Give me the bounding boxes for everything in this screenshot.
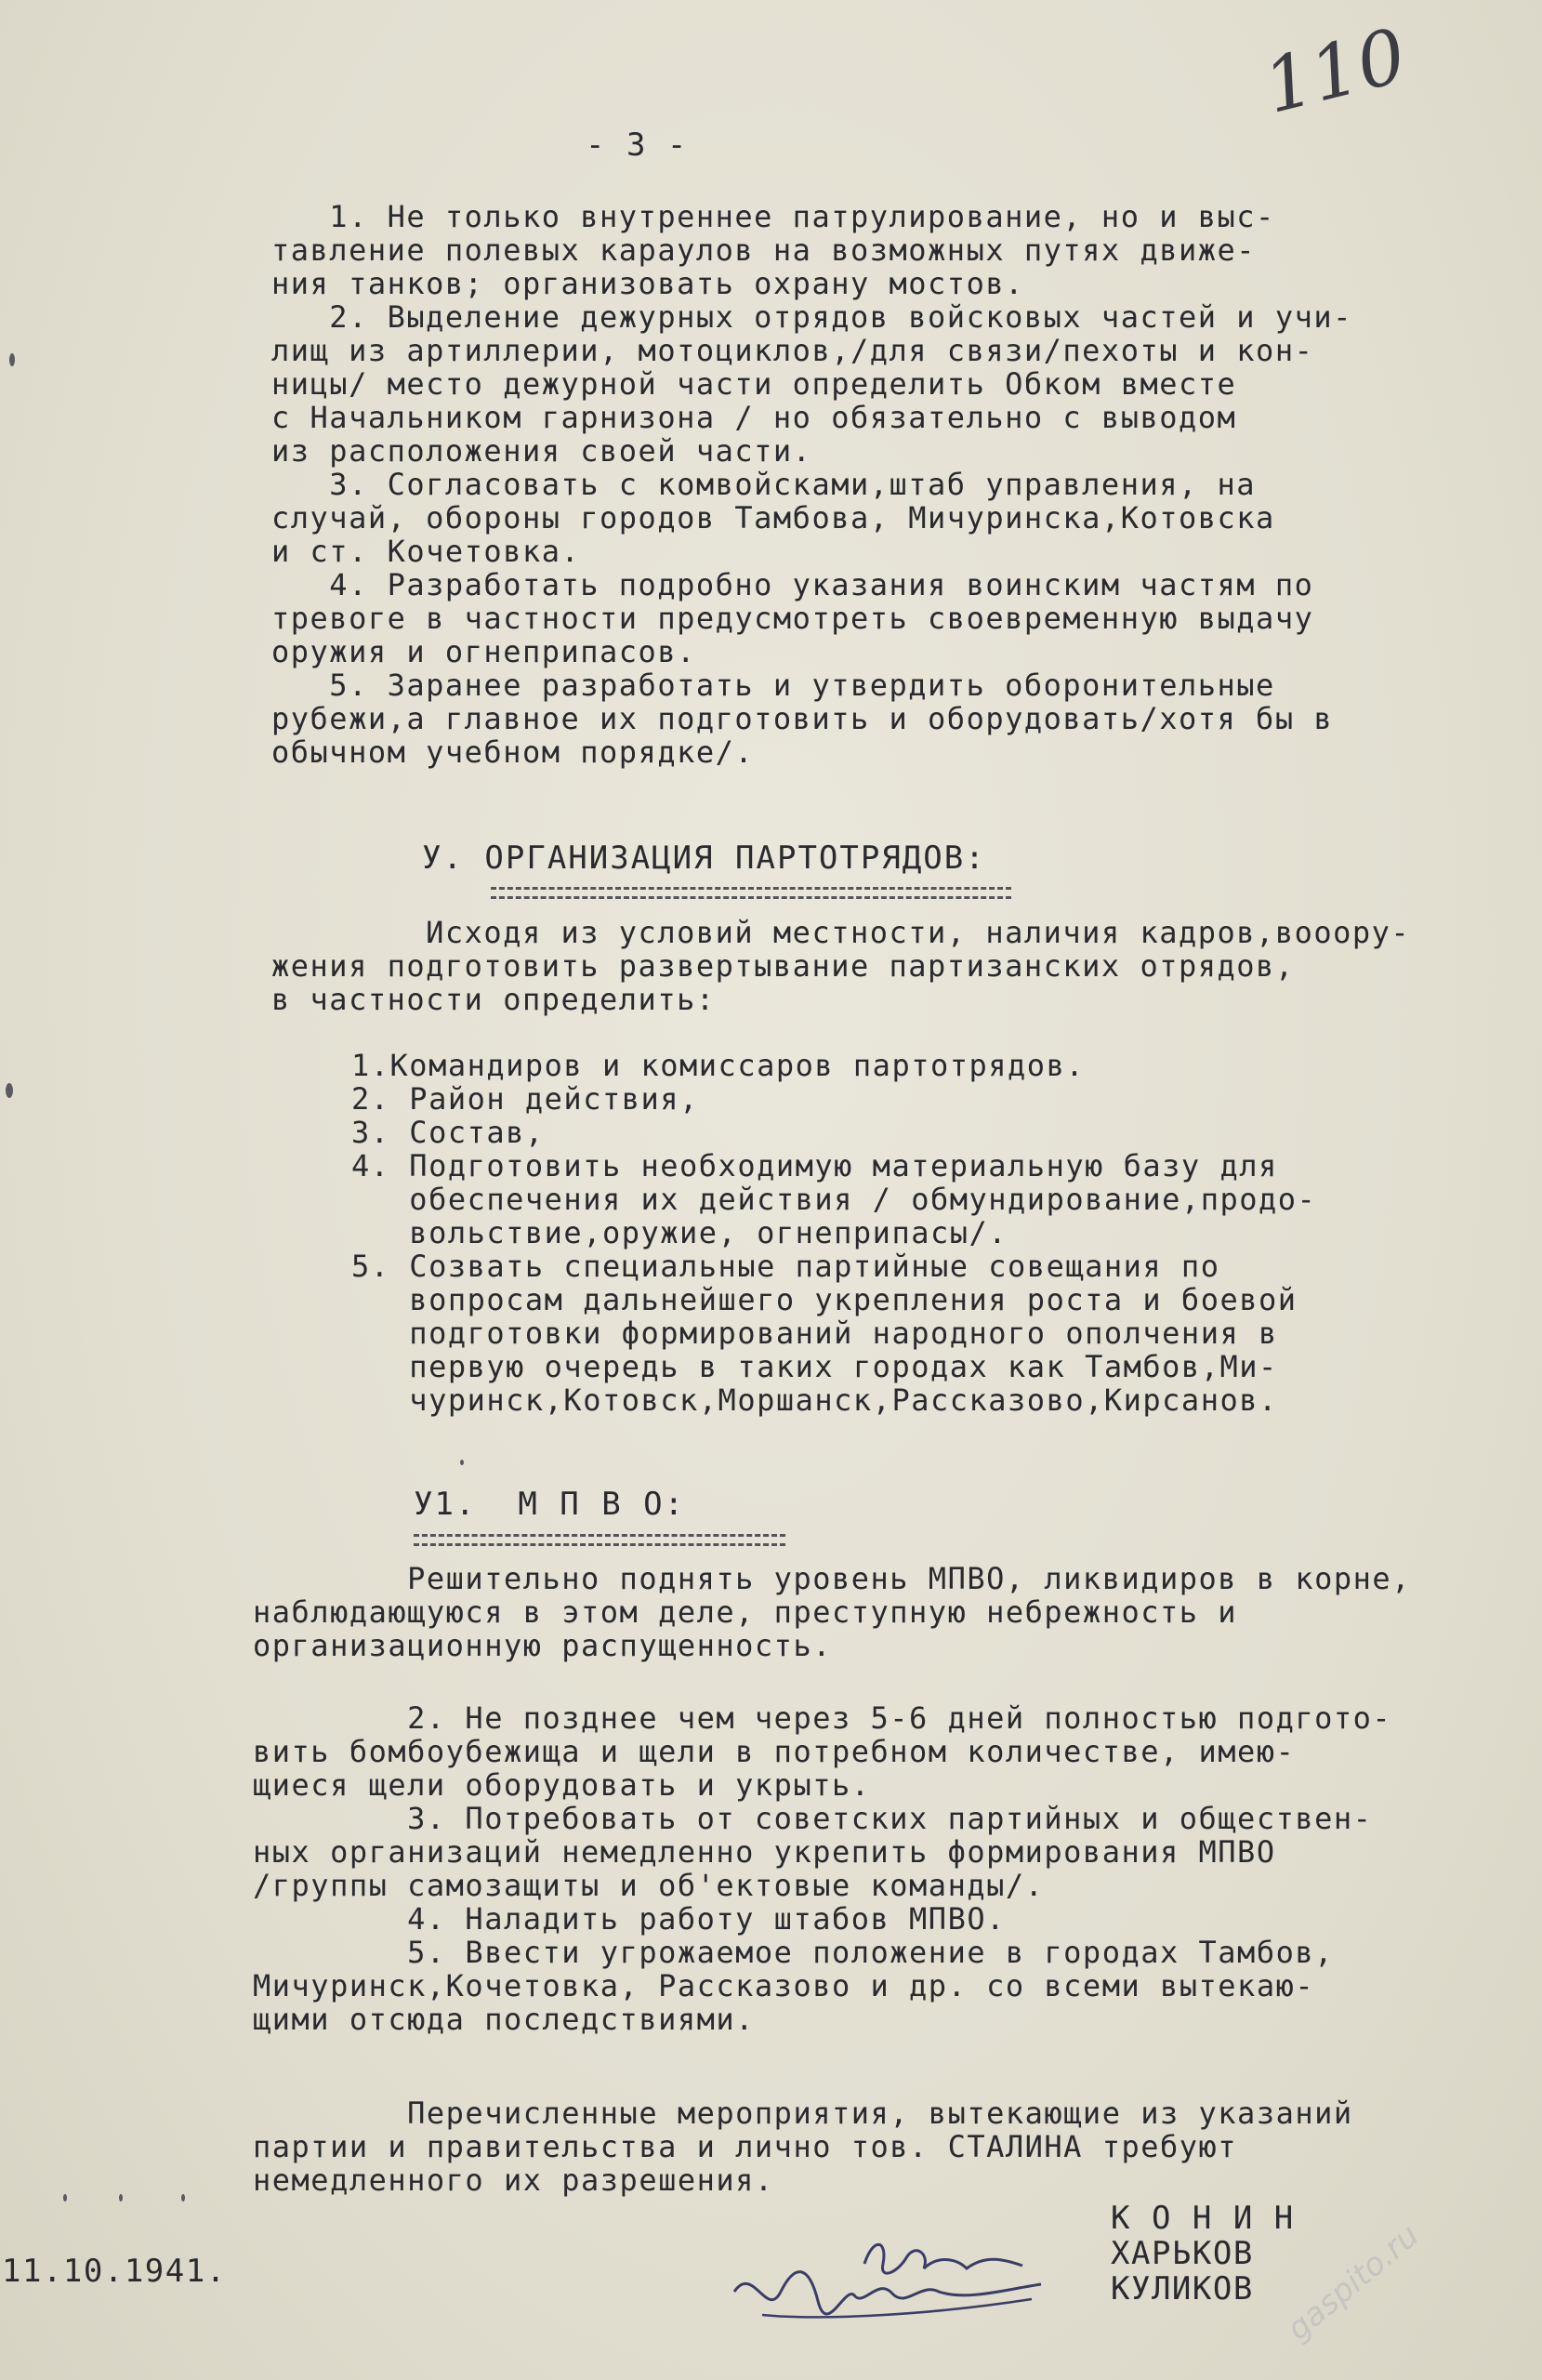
text-line: вольствие,оружие, огнеприпасы/. xyxy=(351,1215,1008,1250)
text-line: тавление полевых караулов на возможных путях движе- xyxy=(271,232,1257,268)
closing-paragraph xyxy=(253,2096,1353,2197)
paper-speck xyxy=(9,353,15,366)
text-line: из расположения своей части. xyxy=(271,433,812,469)
text-line: обеспечения их действия / обмундирование,продо- xyxy=(351,1182,1317,1217)
document-date: 11.10.1941. xyxy=(2,2253,227,2290)
text-line: подготовки формирований народного ополчения в xyxy=(351,1316,1278,1351)
paper-speck xyxy=(63,2194,67,2202)
text-line: чуринск,Котовск,Моршанск,Рассказово,Кирсанов. xyxy=(351,1382,1278,1418)
text-line: 2. Выделение дежурных отрядов войсковых частей и учи- xyxy=(271,299,1352,335)
text-line: ных организаций немедленно укрепить формирования МПВО xyxy=(253,1834,1276,1870)
section-5-heading: У. ОРГАНИЗАЦИЯ ПАРТОТРЯДОВ: xyxy=(422,840,986,877)
section-6-heading-underline xyxy=(414,1534,785,1537)
signatory-1: К О Н И Н xyxy=(1111,2200,1295,2237)
text-line: 3. Потребовать от советских партийных и обществен- xyxy=(253,1801,1373,1836)
text-line: Перечисленные мероприятия, вытекающие из указаний xyxy=(253,2096,1353,2131)
text-line: 1. Не только внутреннее патрулирование, но и выс- xyxy=(271,199,1275,234)
section-5-heading-underline-2 xyxy=(491,896,1011,899)
text-line: в частности определить: xyxy=(271,982,716,1017)
text-line: вопросам дальнейшего укрепления роста и боевой xyxy=(351,1282,1298,1317)
text-line: организационную распущенность. xyxy=(253,1628,832,1663)
paper-speck xyxy=(181,2194,185,2202)
text-line: Решительно поднять уровень МПВО, ликвидиров в корне, xyxy=(253,1561,1411,1596)
text-line: и ст. Кочетовка. xyxy=(271,534,581,569)
signatory-2: ХАРЬКОВ xyxy=(1111,2235,1254,2272)
text-line: ния танков; организовать охрану мостов. xyxy=(271,266,1024,301)
text-line: щиеся щели оборудовать и укрыть. xyxy=(253,1767,871,1803)
text-line: тревоге в частности предусмотреть своевременную выдачу xyxy=(271,601,1314,636)
text-line: 3. Состав, xyxy=(351,1115,545,1150)
text-line: с Начальником гарнизона / но обязательно с выводом xyxy=(271,400,1237,435)
text-line: лищ из артиллерии, мотоциклов,/для связи/пехоты и кон- xyxy=(271,333,1314,368)
text-line: вить бомбоубежища и щели в потребном количестве, имею- xyxy=(253,1734,1296,1769)
watermark: gaspito.ru xyxy=(1280,2216,1427,2348)
text-line: 5. Ввести угрожаемое положение в городах Тамбов, xyxy=(253,1935,1334,1970)
text-line: обычном учебном порядке/. xyxy=(271,734,755,770)
text-line: рубежи,а главное их подготовить и оборудовать/хотя бы в xyxy=(271,701,1334,736)
section-5-intro xyxy=(271,916,1410,1016)
text-line: 4. Подготовить необходимую материальную базу для xyxy=(351,1148,1278,1183)
text-line: ницы/ место дежурной части определить Обком вместе xyxy=(271,366,1237,402)
signatory-3: КУЛИКОВ xyxy=(1111,2270,1254,2307)
text-line: 4. Разработать подробно указания воинским частям по xyxy=(271,567,1314,602)
text-line: партии и правительства и лично тов. СТАЛИНА требуют xyxy=(253,2129,1238,2164)
paper-speck xyxy=(119,2194,123,2202)
text-line: немедленного их разрешения. xyxy=(253,2162,774,2198)
text-line: наблюдающуюся в этом деле, преступную небрежность и xyxy=(253,1594,1238,1630)
text-line: первую очередь в таких городах как Тамбов,Ми- xyxy=(351,1349,1278,1384)
text-line: оружия и огнеприпасов. xyxy=(271,634,696,669)
text-line: 2. Не позднее чем через 5-6 дней полностью подгото- xyxy=(253,1700,1392,1736)
page-number: - 3 - xyxy=(586,126,688,164)
text-line: жения подготовить развертывание партизанских отрядов, xyxy=(271,948,1295,984)
text-line: 1.Командиров и комиссаров партотрядов. xyxy=(351,1048,1086,1083)
section-4-items xyxy=(271,200,1352,769)
text-line: 5. Созвать специальные партийные совещания по xyxy=(351,1249,1220,1284)
text-line: Исходя из условий местности, наличия кадров,вооору- xyxy=(271,915,1411,950)
text-line: 3. Согласовать с комвойсками,штаб управления, на xyxy=(271,467,1257,502)
text-line: 2. Район действия, xyxy=(351,1081,699,1117)
archive-number: 110 xyxy=(1256,11,1415,131)
section-6-intro xyxy=(253,1562,1411,1662)
paper-speck xyxy=(460,1460,464,1465)
section-6-items xyxy=(253,1701,1391,2036)
paper-speck xyxy=(6,1083,13,1098)
text-line: /группы самозащиты и об'ектовые команды/. xyxy=(253,1868,1045,1903)
section-5-items xyxy=(351,1049,1316,1417)
text-line: щими отсюда последствиями. xyxy=(253,2002,755,2037)
text-line: 4. Наладить работу штабов МПВО. xyxy=(253,1901,1006,1937)
section-6-heading-underline-2 xyxy=(414,1543,785,1546)
section-5-heading-underline xyxy=(491,887,1011,890)
section-6-heading: У1. М П В О: xyxy=(414,1486,686,1523)
handwritten-signature xyxy=(725,2227,1097,2338)
text-line: случай, обороны городов Тамбова, Мичуринска,Котовска xyxy=(271,500,1275,536)
text-line: 5. Заранее разработать и утвердить оборонительные xyxy=(271,668,1275,703)
text-line: Мичуринск,Кочетовка, Рассказово и др. со всеми вытекаю- xyxy=(253,1968,1315,2003)
